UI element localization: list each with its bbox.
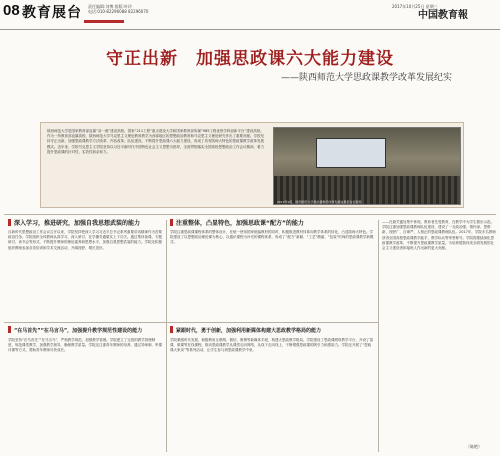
section-divider — [4, 322, 166, 323]
section1-heading: 深入学习，推进研究，加强自我思想武装的能力 — [8, 218, 140, 227]
section3-text: 学院坚持“在马首先”“在马言马”，严格教学规范，加强教学管理。学院建立了完善的教学管理制度，规范课堂教学，加强教学督导，确保教学质量。学院还注重青年教师的培养，通过导师制、听课评课等方式，帮助青年教师尽快成长。 — [8, 338, 162, 353]
page-header — [0, 0, 500, 30]
header-meta — [88, 4, 148, 14]
editor-line: 责任编辑:刘博 排版:叶玲 — [88, 4, 132, 9]
conference-photo — [273, 127, 461, 205]
article-subhead: ——陕西师范大学思政课教学改革发展纪实 — [280, 73, 452, 83]
heading-bar-icon — [170, 219, 173, 226]
section2-text: 学院注重思政课课程体系的整体设计，在统一使用国家统编教材的同时，积极推进教材体系向教学体系的转化，凸显陕师大特色。学院建设了以思想政治理论课为核心、以通识课程为补充的课程体系，形成了“配方”新颖、“工艺”精湛、“包装”时尚的思政课教学新模式。 — [170, 230, 374, 245]
intro-box — [40, 122, 464, 208]
phone-line: 电话:010-82296088 82296070 — [88, 9, 149, 14]
right-column-text: ——在最关键处集中体现，教育者先受教育，在教学中为学生做出示范。学院注重加强思政课教师队伍建设，建设了一支政治强、情怀深、思维新、视野广、自律严、人格正的思政课教师队伍。2017年，学院多名教师获得全国高校思政课教学能手、教学标兵等荣誉称号。学院将继续深化思政课教学改革，不断提升思政课教学质量，为培养德智体美全面发展的社会主义建设者和接班人作出新的更大贡献。 — [382, 220, 496, 251]
section3-heading: “在马首先”“在马言马”，加强提升教学规范性建设的能力 — [8, 326, 142, 334]
intro-text: 陕西师范大学是国家教育部直属“双一流”建设高校、国家“211工程”重点建设大学和国家教育部所属“985工程优势学科创新平台”建设高校。作为一所教育部直属高校，陕西师范大学马克思主义理论教育教学为西部地区的思想政治教育和马克思主义理论研究作出了重要贡献。学校坚持守正出新，加强思政课教学方法改革、内容改革、队伍建设，不断提升思政课六大能力建设，形成了具有陕师大特色的思政课教学改革发展模式。近年来，学校马克思主义学院坚持以习近平新时代中国特色社会主义思想为指导，全面贯彻落实全国高校思想政治工作会议精神，着力提升思政课的针对性、实效性和亲和力。 — [47, 129, 264, 154]
author-signature: （陈艳） — [466, 444, 482, 449]
header-accent-bar — [84, 20, 124, 23]
section1-text: 自新时代思想政治工作会议召开以来，学院坚持把深入学习习近平总书记系列重要讲话精神作为首要政治任务。学院组织全体教师认真学习、深入研讨，在学懂弄通做实上下功夫。通过集体备课、专题研讨、读书会等形式，不断提升教师的理论素养和思想水平，加强自我思想武装的能力。学院还积极组织教师参加各类培训和学术交流活动，开阔视野，增长见识。 — [8, 230, 162, 250]
section4-heading: 紧跟时代，勇于创新，加强利用新媒体构建大思政教学格局的能力 — [170, 326, 321, 334]
section4-text: 学院紧跟时代发展，积极利用互联网、微信、微博等新媒体手段，构建大思政教学格局。学院建设了思政课网络教学平台，开设了慕课、微课等在线课程，推动思政课教学从课堂走向网络，从线下走向线上，不断增强思政课的吸引力和感染力。学院还开展了“思政课大家谈”等系列活动，让学生参与到思政课教学中来。 — [170, 338, 373, 353]
column-divider — [378, 220, 379, 452]
heading-bar-icon — [8, 219, 11, 226]
heading-bar-icon — [170, 326, 173, 333]
section-divider — [166, 322, 378, 323]
photo-caption: 2017年9月，陕西师范大学思政课教学改革发展成果报告会现场 — [277, 200, 362, 204]
newspaper-masthead: 中国教育報 — [418, 10, 468, 21]
article-headline: 守正出新 加强思政课六大能力建设 — [106, 49, 394, 69]
page-number: 08 — [3, 2, 20, 19]
issue-date: 2017年10月25日 星期三 — [392, 4, 438, 9]
section-divider — [4, 214, 496, 215]
section2-heading: 注重整体，凸显特色，加强思政课“配方”的能力 — [170, 218, 304, 227]
column-divider — [166, 220, 167, 452]
section-title: 教育展台 — [22, 5, 82, 21]
heading-bar-icon — [8, 326, 11, 333]
projection-screen — [316, 138, 386, 168]
